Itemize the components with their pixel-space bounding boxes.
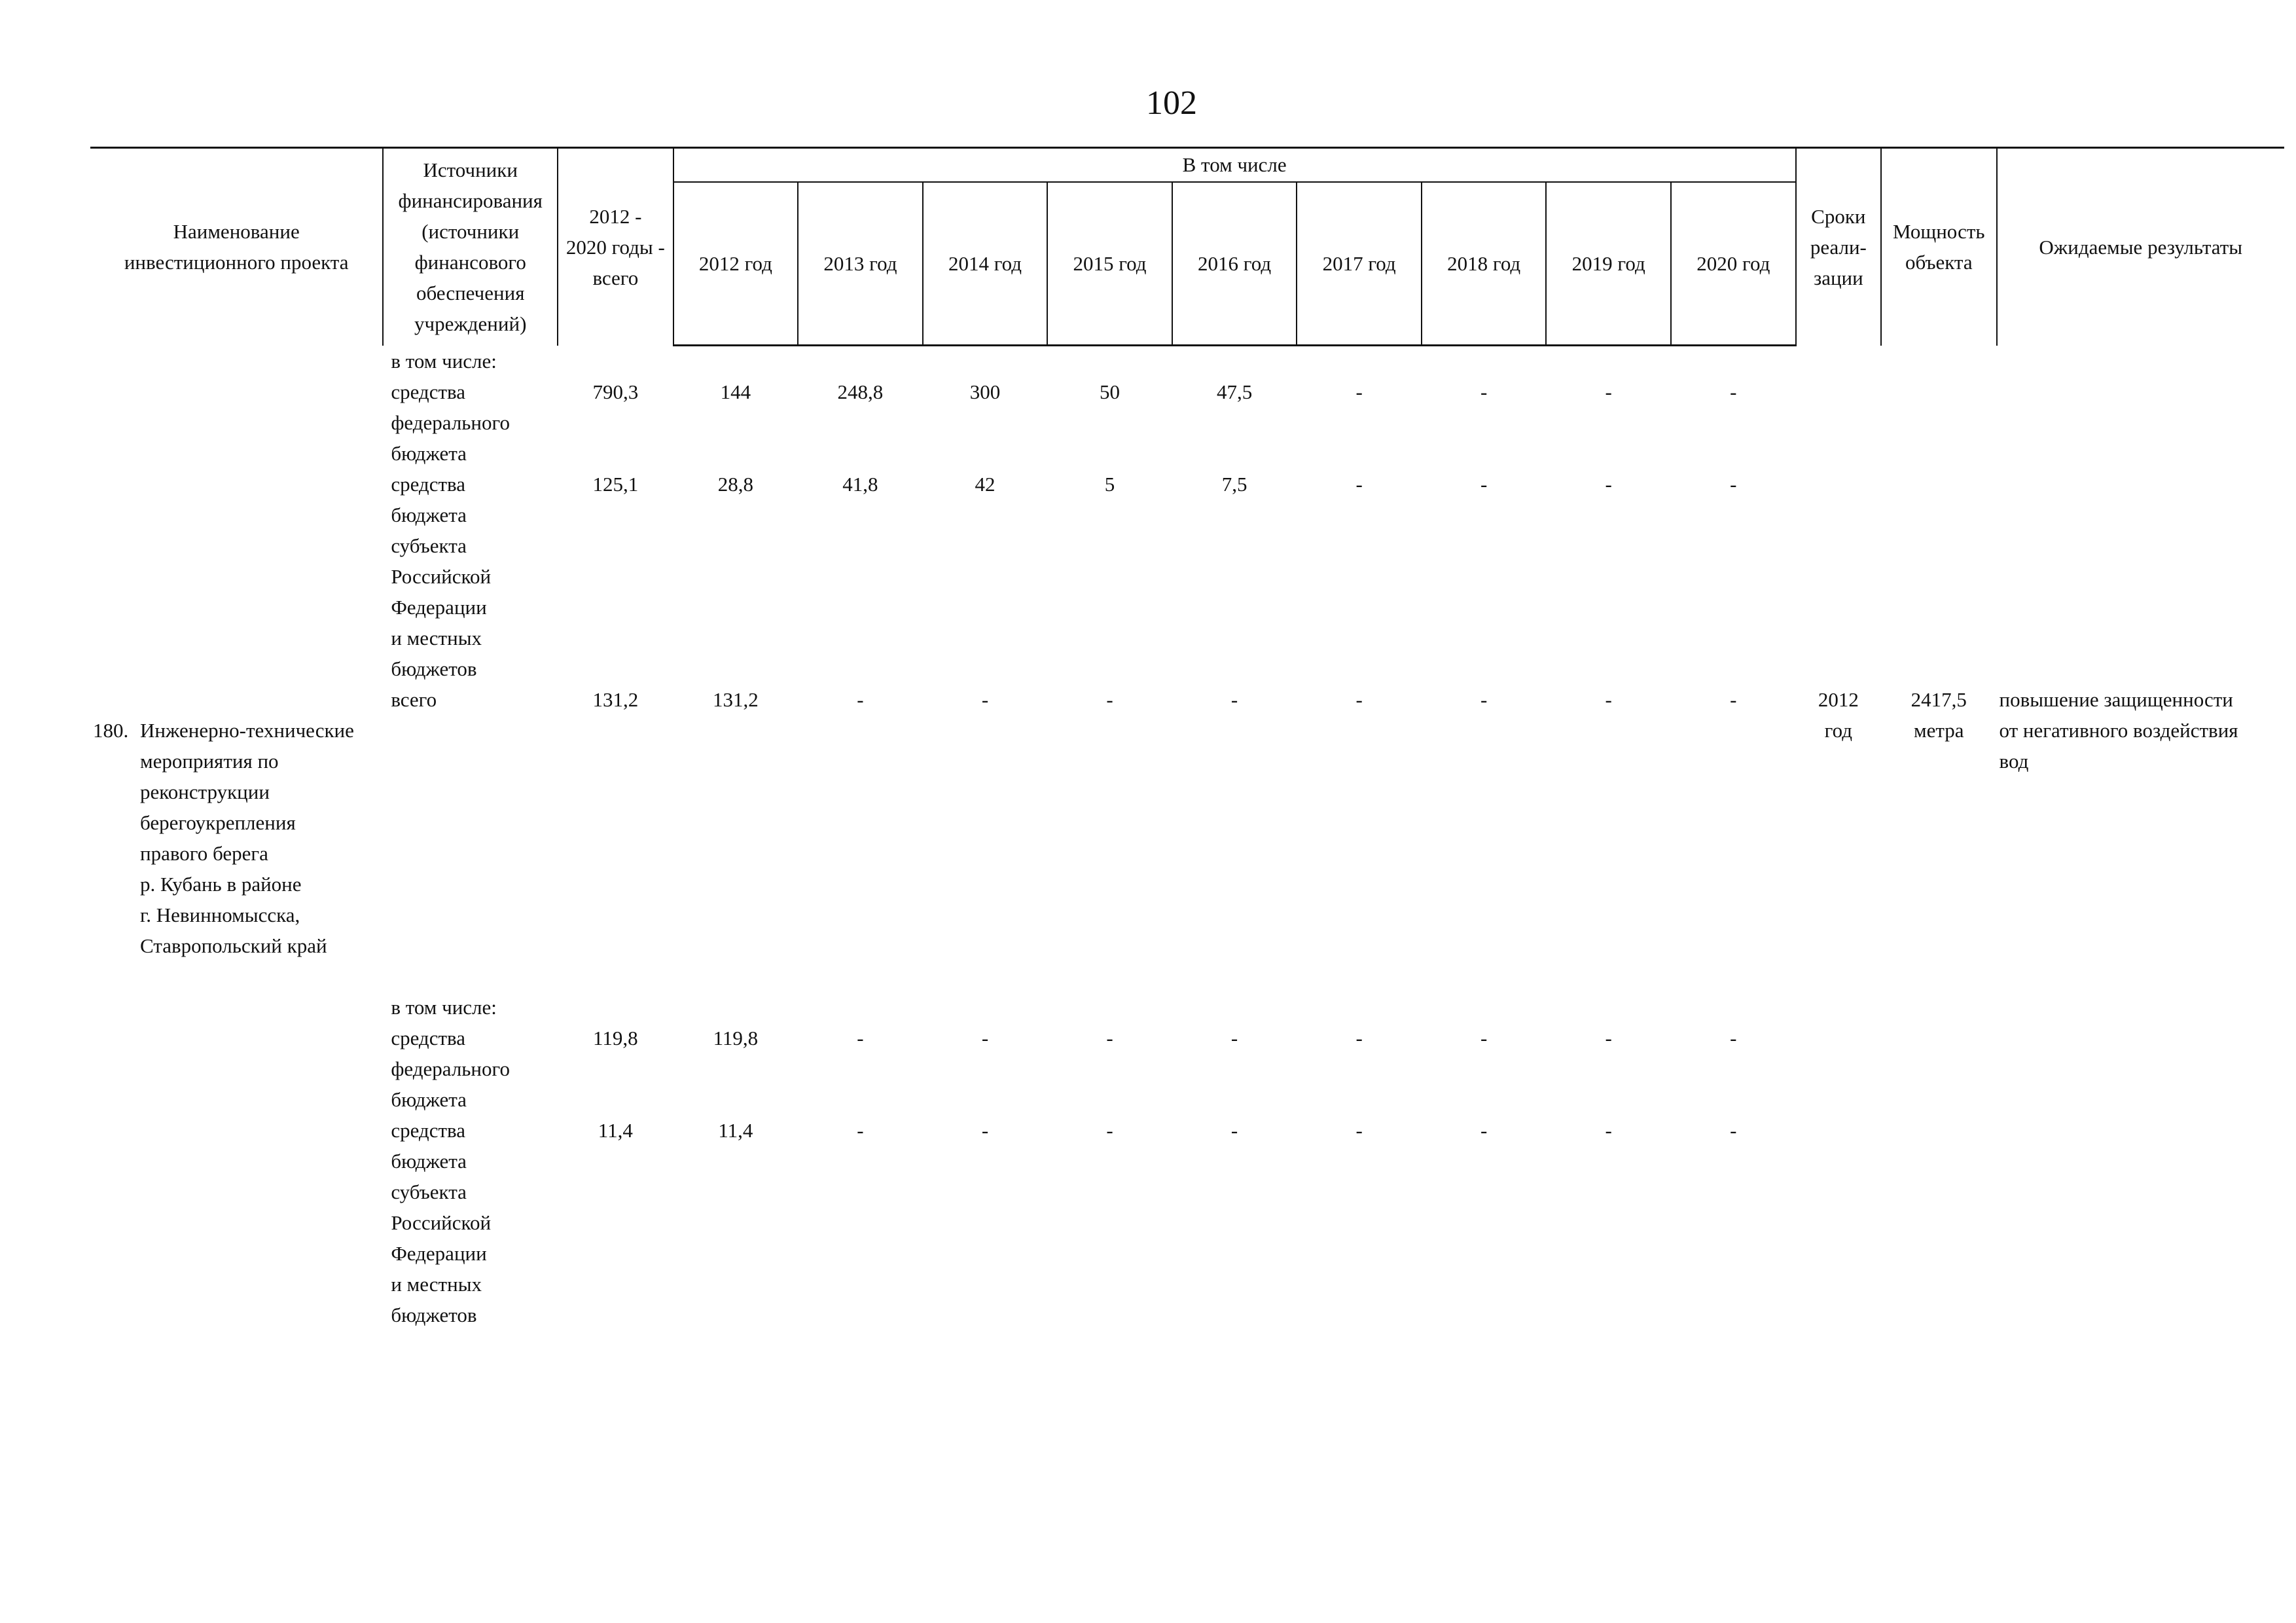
total-value: 125,1 bbox=[592, 472, 639, 496]
year-value: - bbox=[1480, 472, 1488, 496]
year-value: 28,8 bbox=[717, 472, 753, 496]
year-value: - bbox=[1605, 1026, 1612, 1049]
year-value: 248,8 bbox=[837, 380, 884, 403]
header-row-top bbox=[90, 148, 2284, 182]
header-sources: Источники финансирования (источники финансового обеспечения учреждений) bbox=[383, 148, 558, 346]
year-value: - bbox=[1605, 380, 1612, 403]
year-value: - bbox=[1355, 1118, 1363, 1142]
project-row bbox=[90, 684, 2284, 992]
header-project-name: Наименование инвестиционного проекта bbox=[90, 148, 383, 346]
header-year: 2016 год bbox=[1172, 182, 1297, 346]
year-value: - bbox=[1730, 380, 1737, 403]
source-label: средства федерального бюджета bbox=[391, 380, 510, 465]
page-number: 102 bbox=[1146, 84, 1197, 122]
year-value: 5 bbox=[1104, 472, 1115, 496]
year-value: - bbox=[1355, 687, 1363, 711]
year-value: - bbox=[1355, 1026, 1363, 1049]
year-value: - bbox=[1730, 687, 1737, 711]
header-total: 2012 - 2020 годы - всего bbox=[558, 148, 673, 346]
object-capacity: 2417,5 метра bbox=[1910, 687, 1967, 742]
year-value: 119,8 bbox=[713, 1026, 759, 1049]
year-value: - bbox=[1730, 1118, 1737, 1142]
year-value: 47,5 bbox=[1216, 380, 1253, 403]
year-value: 42 bbox=[975, 472, 996, 496]
year-value: - bbox=[1605, 1118, 1612, 1142]
header-year: 2015 год bbox=[1047, 182, 1172, 346]
year-value: - bbox=[1605, 687, 1612, 711]
table-row bbox=[90, 1023, 2284, 1115]
header-year: 2013 год bbox=[798, 182, 923, 346]
year-value: - bbox=[1106, 1118, 1113, 1142]
year-value: 131,2 bbox=[713, 687, 759, 711]
year-value: - bbox=[857, 687, 864, 711]
year-value: - bbox=[1355, 380, 1363, 403]
header-including: В том числе bbox=[673, 148, 1796, 182]
source-label: всего bbox=[391, 687, 437, 711]
project-name-cell bbox=[90, 684, 383, 992]
header-terms: Сроки реали- зации bbox=[1796, 148, 1881, 346]
header-year: 2012 год bbox=[673, 182, 798, 346]
year-value: - bbox=[1480, 687, 1488, 711]
label-row bbox=[90, 346, 2284, 376]
year-value: - bbox=[981, 1026, 989, 1049]
expected-results: повышение защищенности от негативного воздействия вод bbox=[1999, 687, 2238, 773]
header-results: Ожидаемые результаты bbox=[1997, 148, 2284, 346]
year-value: 300 bbox=[969, 380, 1001, 403]
year-value: - bbox=[1355, 472, 1363, 496]
year-value: - bbox=[981, 687, 989, 711]
year-value: - bbox=[857, 1026, 864, 1049]
project-name: Инженерно-технические мероприятия по реконструкции берегоукрепления правого берега р. Кубань в районе г. Невинномысска, Ставропольский край bbox=[140, 718, 354, 957]
label-row bbox=[90, 992, 2284, 1023]
year-value: - bbox=[981, 1118, 989, 1142]
year-value: - bbox=[1106, 1026, 1113, 1049]
including-label: в том числе: bbox=[391, 995, 497, 1019]
year-value: 50 bbox=[1100, 380, 1121, 403]
table-row bbox=[90, 469, 2284, 684]
year-value: - bbox=[1480, 1118, 1488, 1142]
source-label: средства бюджета субъекта Российской Федерации и местных бюджетов bbox=[391, 472, 492, 680]
total-value: 119,8 bbox=[593, 1026, 638, 1049]
table-row bbox=[90, 1115, 2284, 1330]
total-value: 131,2 bbox=[592, 687, 639, 711]
header-year: 2020 год bbox=[1671, 182, 1796, 346]
year-value: - bbox=[1230, 1118, 1238, 1142]
year-value: 7,5 bbox=[1221, 472, 1247, 496]
table-row bbox=[90, 376, 2284, 469]
year-value: - bbox=[1480, 380, 1488, 403]
project-number: 180. bbox=[93, 718, 129, 742]
year-value: - bbox=[857, 1118, 864, 1142]
year-value: 11,4 bbox=[718, 1118, 753, 1142]
investment-projects-table bbox=[90, 147, 2284, 1330]
year-value: - bbox=[1230, 1026, 1238, 1049]
year-value: 144 bbox=[720, 380, 751, 403]
implementation-terms: 2012 год bbox=[1818, 687, 1859, 742]
header-year: 2018 год bbox=[1422, 182, 1547, 346]
year-value: - bbox=[1730, 1026, 1737, 1049]
year-value: - bbox=[1230, 687, 1238, 711]
source-label: средства федерального бюджета bbox=[391, 1026, 510, 1111]
header-year: 2019 год bbox=[1546, 182, 1671, 346]
source-label: средства бюджета субъекта Российской Федерации и местных бюджетов bbox=[391, 1118, 492, 1326]
header-year: 2017 год bbox=[1297, 182, 1422, 346]
total-value: 11,4 bbox=[598, 1118, 633, 1142]
including-label: в том числе: bbox=[391, 349, 497, 373]
year-value: - bbox=[1730, 472, 1737, 496]
total-value: 790,3 bbox=[592, 380, 639, 403]
header-capacity: Мощность объекта bbox=[1881, 148, 1997, 346]
year-value: 41,8 bbox=[842, 472, 878, 496]
header-year: 2014 год bbox=[923, 182, 1048, 346]
year-value: - bbox=[1106, 687, 1113, 711]
year-value: - bbox=[1605, 472, 1612, 496]
year-value: - bbox=[1480, 1026, 1488, 1049]
